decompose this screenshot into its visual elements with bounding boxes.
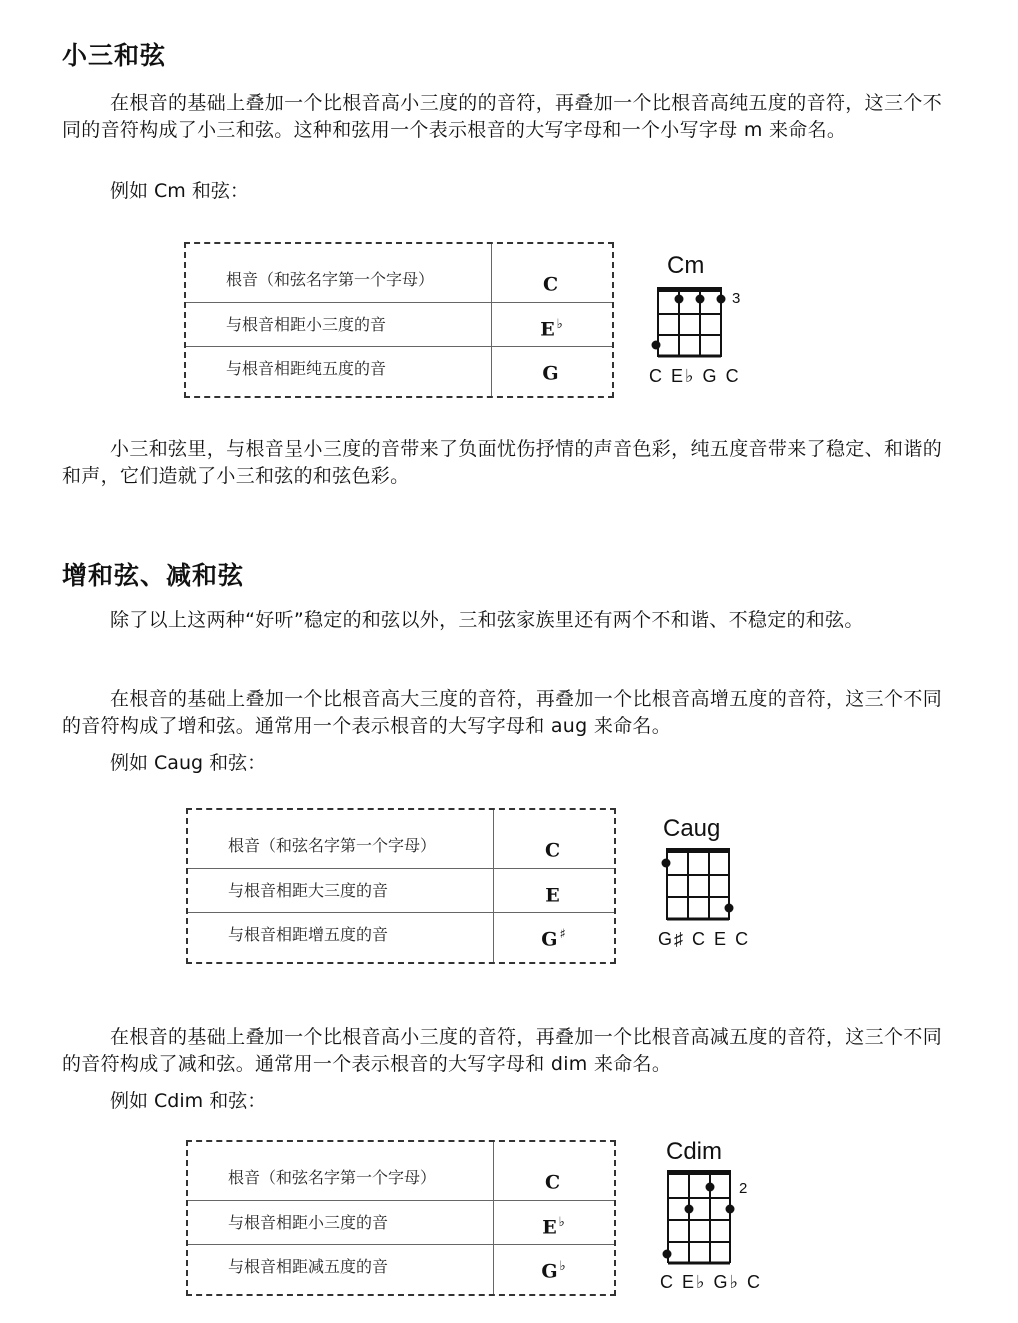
finger-dot	[706, 1183, 715, 1192]
note-name: G ♯	[541, 927, 566, 951]
dim-example-label: 例如 Cdim 和弦：	[110, 1090, 267, 1112]
interval-label: 根音（和弦名字第一个字母）	[226, 270, 435, 289]
table-divider	[491, 244, 492, 396]
interval-label: 根音（和弦名字第一个字母）	[228, 1168, 437, 1187]
dim-definition-paragraph: 在根音的基础上叠加一个比根音高小三度的音符，再叠加一个比根音高减五度的音符，这三个不同的音符构成了减和弦。通常用一个表示根音的大写字母和 dim 来命名。	[62, 1026, 942, 1075]
note-name: G ♭	[541, 1259, 566, 1283]
finger-dot	[663, 1250, 672, 1259]
aug-definition-paragraph: 在根音的基础上叠加一个比根音高大三度的音符，再叠加一个比根音高增五度的音符，这三个不同的音符构成了增和弦。通常用一个表示根音的大写字母和 aug 来命名。	[62, 688, 942, 737]
finger-dot	[717, 295, 726, 304]
minor-example-label: 例如 Cm 和弦：	[110, 180, 249, 202]
finger-dot	[725, 904, 734, 913]
table-row	[186, 258, 612, 302]
interval-label: 与根音相距小三度的音	[226, 315, 387, 334]
table-row	[186, 302, 612, 347]
chord-diagram-cdim	[660, 1138, 780, 1298]
nut	[667, 1170, 731, 1175]
minor-interval-table	[184, 242, 614, 398]
note-name: E ♭	[540, 317, 563, 341]
note-name: C	[542, 273, 559, 296]
interval-label: 与根音相距小三度的音	[228, 1213, 389, 1232]
note-name: E	[545, 884, 560, 907]
note-name: E ♭	[542, 1215, 565, 1239]
table-row	[188, 1200, 614, 1245]
interval-label: 与根音相距大三度的音	[228, 881, 389, 900]
section-heading-aug-dim: 增和弦、减和弦	[62, 561, 245, 590]
finger-dot	[652, 341, 661, 350]
fret-number: 2	[739, 1180, 748, 1197]
finger-dot	[685, 1205, 694, 1214]
string-notes: G♯ C E C	[658, 929, 751, 949]
finger-dot	[675, 295, 684, 304]
aug-interval-table	[186, 808, 616, 964]
dim-interval-table	[186, 1140, 616, 1296]
string-notes: C E♭ G♭ C	[660, 1272, 763, 1292]
interval-label: 根音（和弦名字第一个字母）	[228, 836, 437, 855]
aug-example-label: 例如 Caug 和弦：	[110, 752, 267, 774]
minor-definition-paragraph: 在根音的基础上叠加一个比根音高小三度的的音符，再叠加一个比根音高纯五度的音符，这三个不同的音符构成了小三和弦。这种和弦用一个表示根音的大写字母和一个小写字母 m 来命名。	[62, 92, 942, 141]
table-row	[188, 912, 614, 957]
nut	[657, 287, 722, 292]
aug-dim-intro-paragraph: 除了以上这两种“好听”稳定的和弦以外，三和弦家族里还有两个不和谐、不稳定的和弦。	[110, 609, 864, 631]
fretboard-diagram	[658, 815, 778, 975]
note-name: C	[544, 1171, 561, 1194]
minor-color-paragraph: 小三和弦里，与根音呈小三度的音带来了负面忧伤抒情的声音色彩，纯五度音带来了稳定、和谐的和声，它们造就了小三和弦的和弦色彩。	[62, 438, 942, 487]
finger-dot	[696, 295, 705, 304]
interval-label: 与根音相距减五度的音	[228, 1257, 389, 1276]
note-name: G	[542, 362, 559, 385]
chord-diagram-cm	[645, 252, 765, 412]
nut	[666, 848, 730, 853]
table-divider	[493, 1142, 494, 1294]
fretboard-diagram	[645, 252, 765, 412]
table-row	[188, 824, 614, 868]
table-row	[188, 868, 614, 913]
table-row	[188, 1244, 614, 1289]
note-name: C	[544, 839, 561, 862]
interval-label: 与根音相距增五度的音	[228, 925, 389, 944]
finger-dot	[726, 1205, 735, 1214]
chord-name: Cdim	[666, 1138, 723, 1165]
interval-label: 与根音相距纯五度的音	[226, 359, 387, 378]
table-divider	[493, 810, 494, 962]
table-row	[186, 346, 612, 391]
table-row	[188, 1156, 614, 1200]
chord-name: Caug	[663, 815, 721, 842]
chord-name: Cm	[667, 252, 705, 279]
chord-diagram-caug	[658, 815, 778, 975]
section-heading-minor: 小三和弦	[62, 41, 167, 70]
fret-number: 3	[732, 290, 741, 307]
string-notes: C E♭ G C	[649, 366, 741, 386]
finger-dot	[662, 859, 671, 868]
